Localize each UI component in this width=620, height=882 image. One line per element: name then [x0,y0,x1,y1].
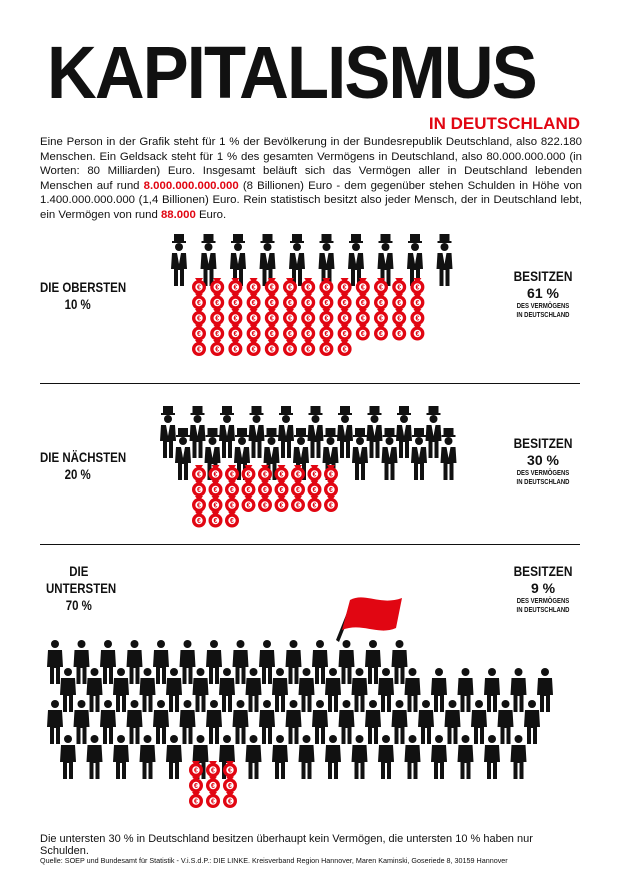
person-icon [259,640,275,684]
person-icon [339,700,355,744]
euro-money-bag-icon [192,465,206,481]
euro-money-bag-icon [319,340,333,356]
euro-money-bag-icon [265,294,279,310]
euro-money-bag-icon [189,792,203,808]
person-icon [87,735,103,779]
euro-money-bag-icon [247,309,261,325]
person-icon [74,640,90,684]
euro-money-bag-icon [225,512,239,528]
group-bottom-ownership [498,563,588,615]
person-icon [259,700,275,744]
person-icon [299,735,315,779]
group-middle-label [40,449,126,483]
person-icon [206,640,222,684]
euro-money-bag-icon [192,340,206,356]
euro-money-bag-icon [319,294,333,310]
euro-money-bag-icon [392,278,406,294]
person-icon [233,640,249,684]
euro-money-bag-icon [228,340,242,356]
person-icon [524,700,540,744]
person-icon [484,668,500,712]
person-icon [511,668,527,712]
person-icon [74,700,90,744]
euro-money-bag-icon [225,481,239,497]
euro-money-bag-icon [225,496,239,512]
section-divider-2 [40,544,580,545]
person-icon [392,700,408,744]
person-icon [113,668,129,712]
group-top-label [40,279,126,313]
person-icon [445,700,461,744]
euro-money-bag-icon [301,325,315,341]
euro-money-bag-icon [374,278,388,294]
group-bottom-owns-note-2: IN DEUTSCHLAND [516,607,570,614]
group-middle-ownership [498,435,588,487]
euro-money-bag-icon [247,340,261,356]
euro-money-bag-icon [189,761,203,777]
person-icon [166,668,182,712]
group-top-owns-label: BESITZEN [513,268,573,284]
intro-part-1: Eine Person in der Grafik steht für 1 % der Bevölkerung in der Bundesrepublik Deutschland, also 822.180 Menschen. Ein Geldsack steht für 1 % des gesamten Vermögens in Deutschland, also 80.000.000.000 (in Worten: 80 Milliarden) Euro. Insgesamt beläuft sich das Vermögen aller in Deutschland lebenden Menschen auf rund [40,136,582,192]
euro-money-bag-icon [338,325,352,341]
group-top-ownership [498,268,588,320]
group-bottom-owns-note-1: DES VERMÖGENS [516,598,570,605]
group-bottom-owns-label: BESITZEN [513,563,573,579]
euro-money-bag-icon [291,481,305,497]
person-icon [312,700,328,744]
person-icon [180,700,196,744]
person-icon [511,735,527,779]
euro-money-bag-icon [189,777,203,793]
person-icon [312,640,328,684]
euro-money-bag-icon [265,309,279,325]
group-bottom-label [46,563,117,614]
euro-money-bag-icon [283,325,297,341]
euro-money-bag-icon [265,325,279,341]
euro-money-bag-icon [265,278,279,294]
euro-money-bag-icon [374,309,388,325]
euro-money-bag-icon [247,278,261,294]
person-icon [272,735,288,779]
person-icon [246,668,262,712]
euro-money-bag-icon [410,309,424,325]
top-hat-person-icon [171,234,187,286]
euro-money-bag-icon [275,496,289,512]
person-icon [153,640,169,684]
person-icon [166,735,182,779]
person-icon [127,640,143,684]
top-hat-person-icon [352,428,368,480]
person-icon [233,700,249,744]
source-line: Quelle: SOEP und Bundesamt für Statistik - V.i.S.d.P.: DIE LINKE. Kreisverband Region Hannover, Maren Kaminski, Goseriede 8, 30159 Hannover [40,856,508,865]
euro-money-bag-icon [283,294,297,310]
top-hat-person-icon [190,406,206,458]
top-hat-person-icon [160,406,176,458]
person-icon [47,700,63,744]
top-hat-person-icon [367,406,383,458]
euro-money-bag-icon [206,761,220,777]
top-hat-person-icon [337,406,353,458]
euro-money-bag-icon [242,496,256,512]
top-hat-person-icon [426,406,442,458]
euro-money-bag-icon [338,340,352,356]
group-top-owns-note-1: DES VERMÖGENS [516,303,570,310]
person-icon [140,668,156,712]
euro-money-bag-icon [392,294,406,310]
top-hat-person-icon [396,406,412,458]
group-bottom-percent: 70 % [65,597,92,613]
person-icon [47,640,63,684]
person-icon [127,700,143,744]
person-icon [193,668,209,712]
euro-money-bag-icon [258,496,272,512]
red-flag-icon [342,597,402,630]
euro-money-bag-icon [283,309,297,325]
top-hat-person-icon [175,428,191,480]
euro-money-bag-icon [210,340,224,356]
group-middle-owns-note-1: DES VERMÖGENS [516,470,570,477]
footer-note: Die untersten 30 % in Deutschland besitzen überhaupt kein Vermögen, die untersten 10 % haben nur Schulden. [40,833,533,857]
euro-money-bag-icon [206,792,220,808]
euro-money-bag-icon [247,325,261,341]
euro-money-bag-icon [324,481,338,497]
euro-money-bag-icon [192,325,206,341]
top-hat-person-icon [441,428,457,480]
euro-money-bag-icon [283,340,297,356]
person-icon [405,735,421,779]
euro-money-bag-icon [228,309,242,325]
person-icon [431,735,447,779]
person-icon [365,640,381,684]
person-icon [100,700,116,744]
top-hat-person-icon [249,406,265,458]
intro-part-3: Euro. [195,208,227,221]
euro-money-bag-icon [228,294,242,310]
person-icon [378,668,394,712]
euro-money-bag-icon [210,294,224,310]
page-subtitle: IN DEUTSCHLAND [428,114,580,133]
person-icon [471,700,487,744]
euro-money-bag-icon [319,309,333,325]
group-middle-owns-note-2: IN DEUTSCHLAND [516,479,570,486]
euro-money-bag-icon [192,496,206,512]
top-hat-person-icon [219,406,235,458]
euro-money-bag-icon [308,481,322,497]
euro-money-bag-icon [275,465,289,481]
euro-money-bag-icon [338,309,352,325]
euro-money-bag-icon [209,512,223,528]
euro-money-bag-icon [209,496,223,512]
euro-money-bag-icon [319,325,333,341]
euro-money-bag-icon [301,309,315,325]
person-icon [272,668,288,712]
person-icon [458,668,474,712]
euro-money-bag-icon [356,325,370,341]
group-bottom-owns-value: 9 % [530,580,556,596]
group-top-name: DIE OBERSTEN [40,279,127,295]
euro-money-bag-icon [338,294,352,310]
euro-money-bag-icon [392,325,406,341]
top-hat-person-icon [278,406,294,458]
euro-money-bag-icon [242,481,256,497]
group-top-owns-value: 61 % [527,285,559,301]
person-icon [219,668,235,712]
euro-money-bag-icon [410,325,424,341]
top-hat-person-icon [308,406,324,458]
person-icon [60,668,76,712]
group-bottom-name-1: DIE [69,563,89,579]
page-title: KAPITALISMUS [47,31,536,114]
person-icon [299,668,315,712]
person-icon [286,640,302,684]
euro-money-bag-icon [392,309,406,325]
person-icon [113,735,129,779]
person-icon [378,735,394,779]
section-divider-1 [40,383,580,384]
euro-money-bag-icon [192,294,206,310]
euro-money-bag-icon [210,309,224,325]
euro-money-bag-icon [308,465,322,481]
person-icon [405,668,421,712]
person-icon [537,668,553,712]
person-icon [365,700,381,744]
group-middle-percent: 20 % [64,466,91,482]
euro-money-bag-icon [374,294,388,310]
euro-money-bag-icon [338,278,352,294]
group-bottom-name-2: UNTERSTEN [46,580,117,596]
person-icon [431,668,447,712]
intro-part-2: (8 Billionen) Euro - dem gegenüber stehen Schulden in Höhe von 1.400.000.000.000 (1,4 Billionen) Euro. Rein statistisch besitzt also jeder Mensch, der in Deutschland lebt, ein Vermögen von rund [40,179,582,221]
person-icon [153,700,169,744]
person-icon [498,700,514,744]
person-icon [325,735,341,779]
person-icon [392,640,408,684]
euro-money-bag-icon [247,294,261,310]
euro-money-bag-icon [291,496,305,512]
person-icon [286,700,302,744]
person-icon [484,735,500,779]
person-icon [60,735,76,779]
person-icon [87,668,103,712]
person-icon [246,735,262,779]
euro-money-bag-icon [301,278,315,294]
person-icon [325,668,341,712]
euro-money-bag-icon [225,465,239,481]
group-top-owns-note-2: IN DEUTSCHLAND [516,312,570,319]
euro-money-bag-icon [275,481,289,497]
euro-money-bag-icon [192,512,206,528]
euro-money-bag-icon [324,496,338,512]
group-top-percent: 10 % [64,296,91,312]
group-middle-owns-label: BESITZEN [513,435,573,451]
person-icon [458,735,474,779]
euro-money-bag-icon [192,481,206,497]
group-middle-owns-value: 30 % [527,452,559,468]
euro-money-bag-icon [265,340,279,356]
euro-money-bag-icon [209,481,223,497]
euro-money-bag-icon [374,325,388,341]
euro-money-bag-icon [301,340,315,356]
person-icon [206,700,222,744]
top-hat-person-icon [382,428,398,480]
euro-money-bag-icon [301,294,315,310]
person-icon [352,735,368,779]
person-icon [352,668,368,712]
per-capita-highlight: 88.000 [160,208,196,221]
person-icon [180,640,196,684]
person-icon [100,640,116,684]
euro-money-bag-icon [206,777,220,793]
top-hat-person-icon [411,428,427,480]
euro-money-bag-icon [356,294,370,310]
person-icon [339,640,355,684]
euro-money-bag-icon [410,294,424,310]
euro-money-bag-icon [258,481,272,497]
top-hat-person-icon [437,234,453,286]
euro-money-bag-icon [223,792,237,808]
euro-money-bag-icon [210,325,224,341]
euro-money-bag-icon [192,309,206,325]
euro-money-bag-icon [228,325,242,341]
person-icon [418,700,434,744]
group-middle-name: DIE NÄCHSTEN [40,449,127,465]
total-wealth-highlight: 8.000.000.000.000 [143,179,239,192]
person-icon [140,735,156,779]
euro-money-bag-icon [308,496,322,512]
euro-money-bag-icon [356,309,370,325]
